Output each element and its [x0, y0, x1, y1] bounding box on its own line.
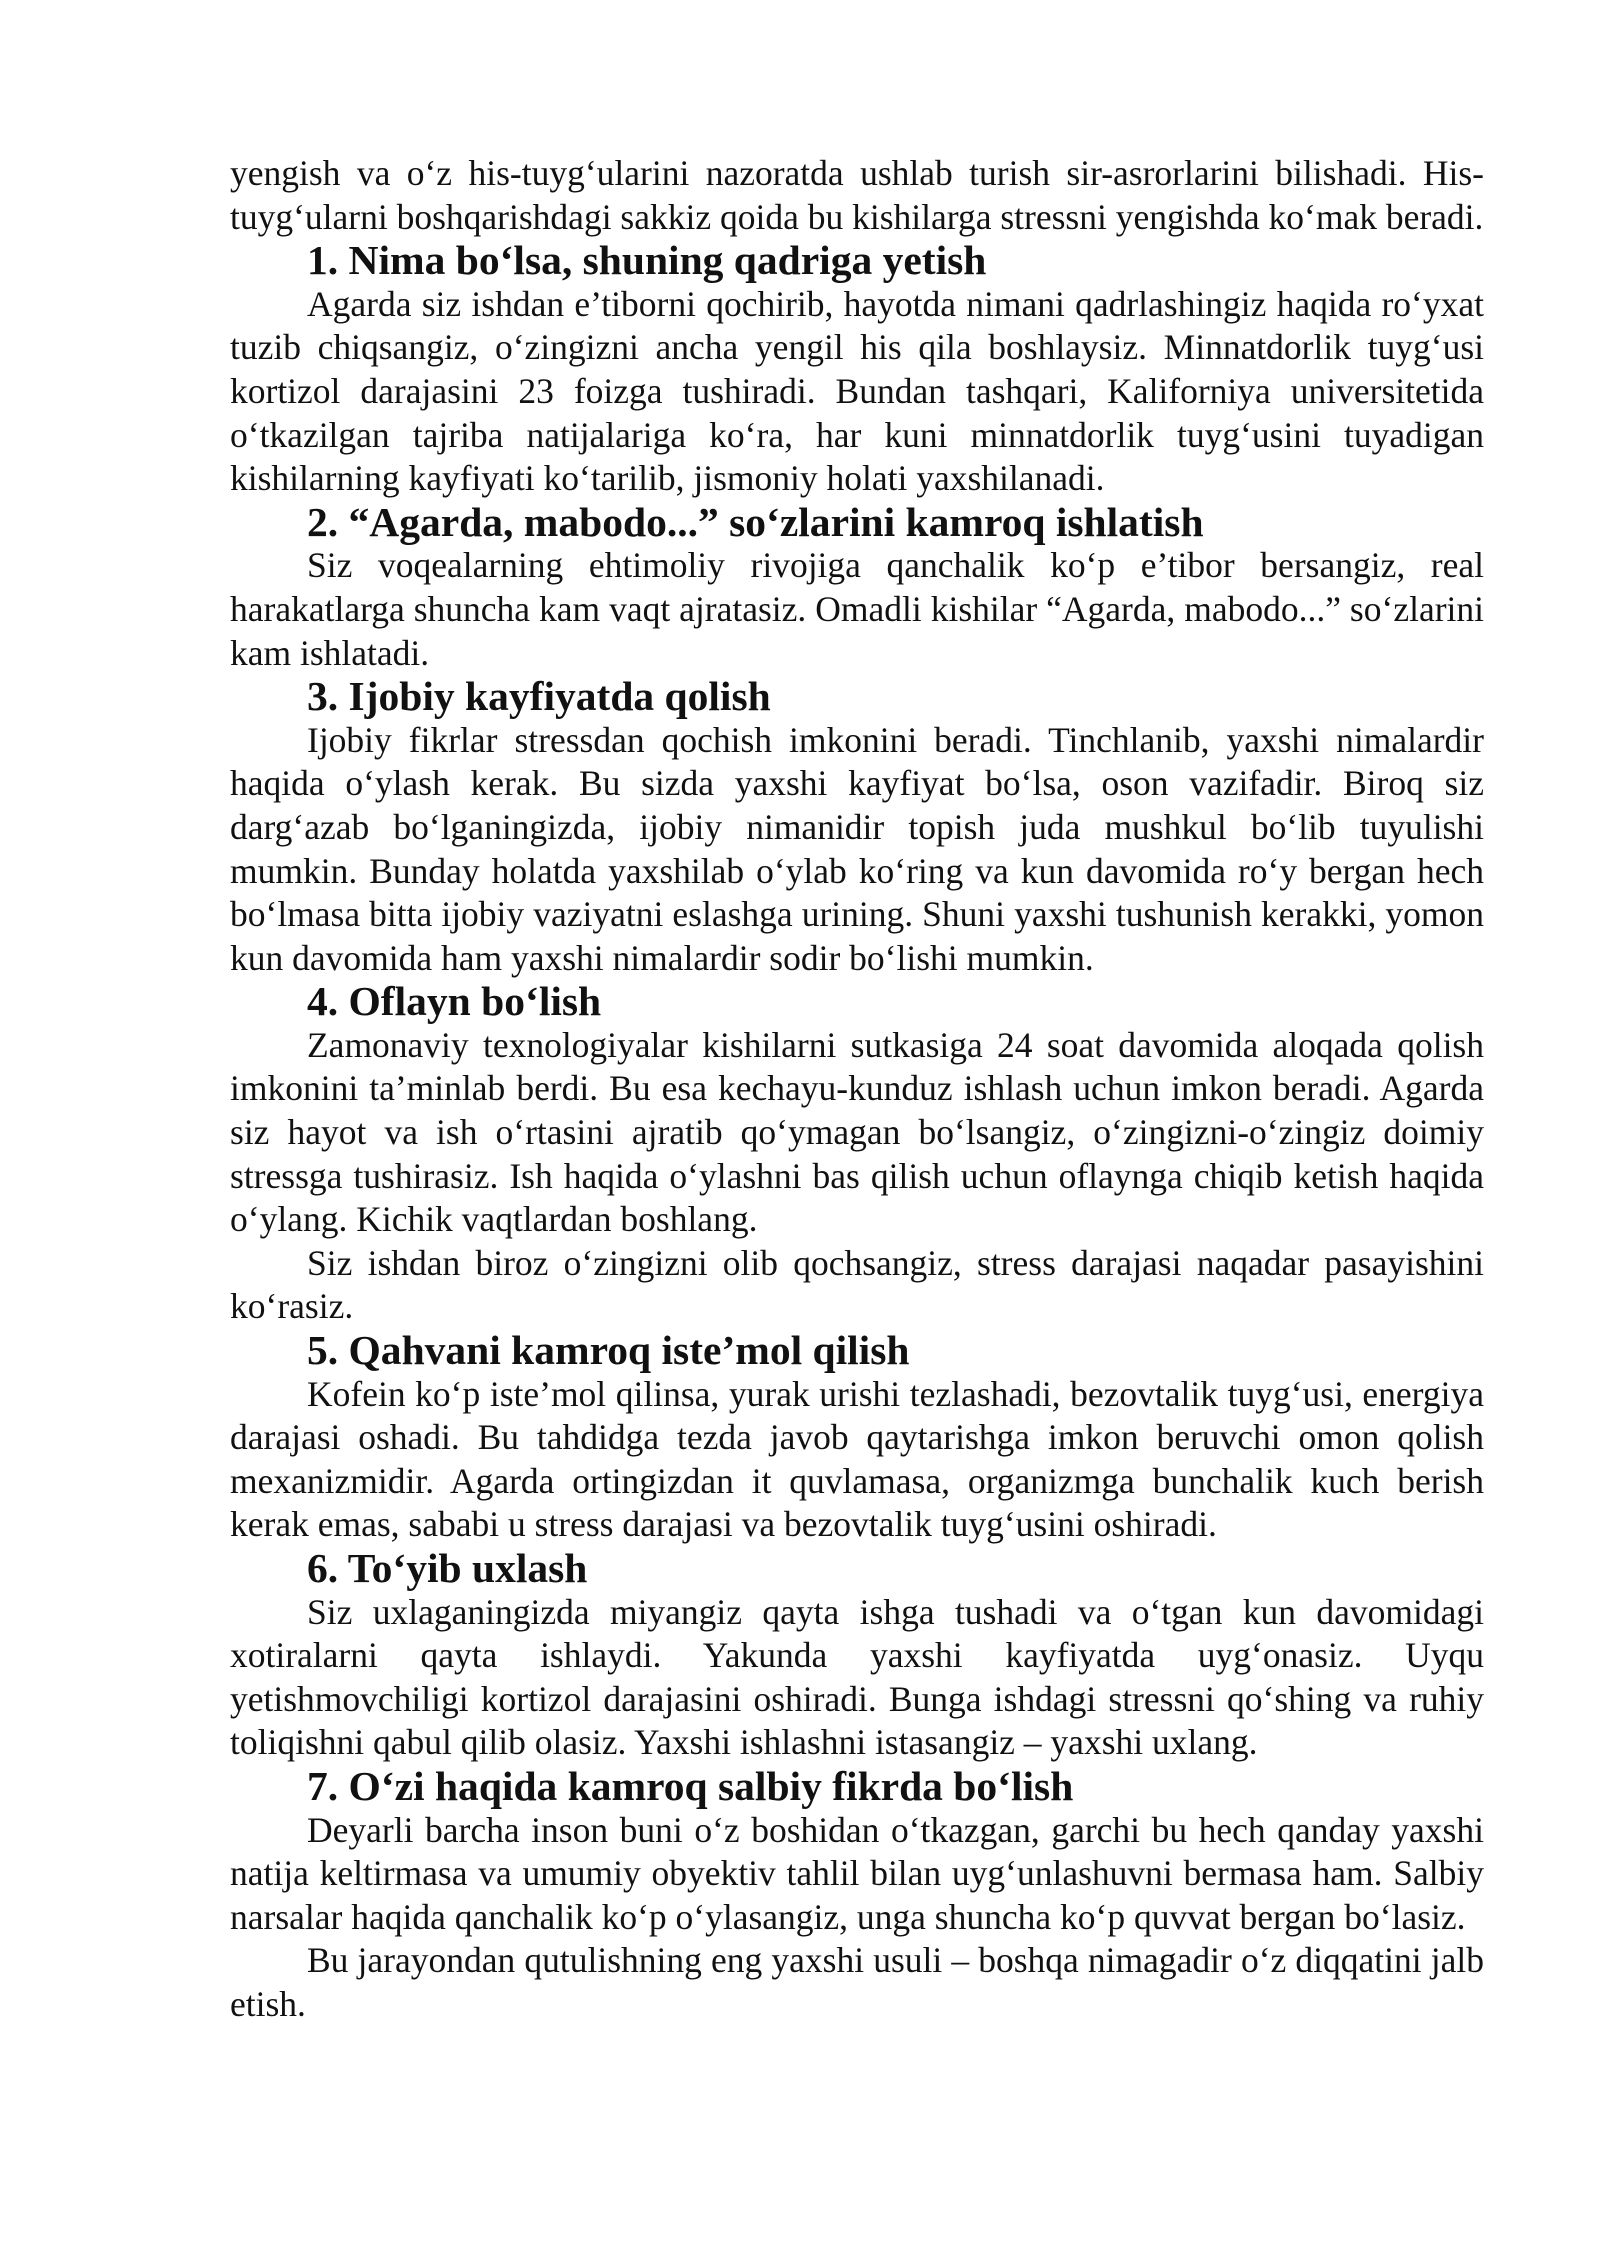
section-7-paragraph-1: Deyarli barcha inson buni o‘z boshidan o‘tkazgan, garchi bu hech qanday yaxshi natija keltirmasa va umumiy obyektiv tahlil bilan uyg‘unlashuvni bermasa ham. Salbiy narsalar haqida qanchalik ko‘p o‘ylasangiz, unga shuncha ko‘p quvvat bergan bo‘lasiz.: [230, 1809, 1484, 1937]
section-heading-2: 2. “Agarda, mabodo...” so‘zlarini kamroq ishlatish: [307, 498, 1204, 545]
section-heading-3: 3. Ijobiy kayfiyatda qolish: [307, 673, 771, 720]
section-5-paragraph-1: Kofein ko‘p iste’mol qilinsa, yurak urishi tezlashadi, bezovtalik tuyg‘usi, energiya darajasi oshadi. Bu tahdidga tezda javob qaytarishga imkon beruvchi omon qolish mexanizmidir. Agarda ortingizdan it quvlamasa, organizmga bunchalik kuch berish kerak emas, sababi u stress darajasi va bezovtalik tuyg‘usini oshiradi.: [230, 1373, 1484, 1545]
section-2-paragraph-1: Siz voqealarning ehtimoliy rivojiga qanchalik ko‘p e’tibor bersangiz, real harakatlarga shuncha kam vaqt ajratasiz. Omadli kishilar “Agarda, mabodo...” so‘zlarini kam ishlatadi.: [230, 545, 1484, 673]
section-4-paragraph-1: Zamonaviy texnologiyalar kishilarni sutkasiga 24 soat davomida aloqada qolish imkonini ta’minlab berdi. Bu esa kechayu-kunduz ishlash uchun imkon beradi. Agarda siz hayot va ish o‘rtasini ajratib qo‘ymagan bo‘lsangiz, o‘zingizni-o‘zingiz doimiy stressga tushirasiz. Ish haqida o‘ylashni bas qilish uchun oflaynga chiqib ketish haqida o‘ylang. Kichik vaqtlardan boshlang.: [230, 1024, 1484, 1240]
section-1-paragraph-1: Agarda siz ishdan e’tiborni qochirib, hayotda nimani qadrlashingiz haqida ro‘yxat tuzib chiqsangiz, o‘zingizni ancha yengil his qila boshlaysiz. Minnatdorlik tuyg‘usi kortizol darajasini 23 foizga tushiradi. Bundan tashqari, Kaliforniya universitetida o‘tkazilgan tajriba natijalariga ko‘ra, har kuni minnatdorlik tuyg‘usini tuyadigan kishilarning kayfiyati ko‘tarilib, jismoniy holati yaxshilanadi.: [230, 283, 1484, 499]
section-4-paragraph-2: Siz ishdan biroz o‘zingizni olib qochsangiz, stress darajasi naqadar pasayishini ko‘rasiz.: [230, 1242, 1484, 1327]
section-heading-1: 1. Nima bo‘lsa, shuning qadriga yetish: [307, 237, 987, 284]
section-heading-6: 6. To‘yib uxlash: [307, 1545, 588, 1591]
section-3-paragraph-1: Ijobiy fikrlar stressdan qochish imkonini beradi. Tinchlanib, yaxshi nimalardir haqida o‘ylash kerak. Bu sizda yaxshi kayfiyat bo‘lsa, oson vazifadir. Biroq siz darg‘azab bo‘lganingizda, ijobiy nimanidir topish juda mushkul bo‘lib tuyulishi mumkin. Bunday holatda yaxshilab o‘ylab ko‘ring va kun davomida ro‘y bergan hech bo‘lmasa bitta ijobiy vaziyatni eslashga urining. Shuni yaxshi tushunish kerakki, yomon kun davomida ham yaxshi nimalardir sodir bo‘lishi mumkin.: [230, 719, 1484, 978]
section-heading-4: 4. Oflayn bo‘lish: [307, 978, 602, 1025]
section-heading-7: 7. O‘zi haqida kamroq salbiy fikrda bo‘lish: [307, 1762, 1074, 1809]
section-heading-5: 5. Qahvani kamroq iste’mol qilish: [307, 1327, 910, 1374]
section-7-paragraph-2: Bu jarayondan qutulishning eng yaxshi usuli – boshqa nimagadir o‘z diqqatini jalb etish.: [230, 1940, 1484, 2024]
section-6-paragraph-1: Siz uxlaganingizda miyangiz qayta ishga tushadi va o‘tgan kun davomidagi xotiralarni qayta ishlaydi. Yakunda yaxshi kayfiyatda uyg‘onasiz. Uyqu yetishmovchiligi kortizol darajasini oshiradi. Bunga ishdagi stressni qo‘shing va ruhiy toliqishni qabul qilib olasiz. Yaxshi ishlashni istasangiz – yaxshi uxlang.: [230, 1591, 1484, 1763]
intro-paragraph: yengish va o‘z his-tuyg‘ularini nazoratda ushlab turish sir-asrorlarini bilishadi. His-tuyg‘ularni boshqarishdagi sakkiz qoida bu kishilarga stressni yengishda ko‘mak beradi.: [230, 153, 1484, 237]
